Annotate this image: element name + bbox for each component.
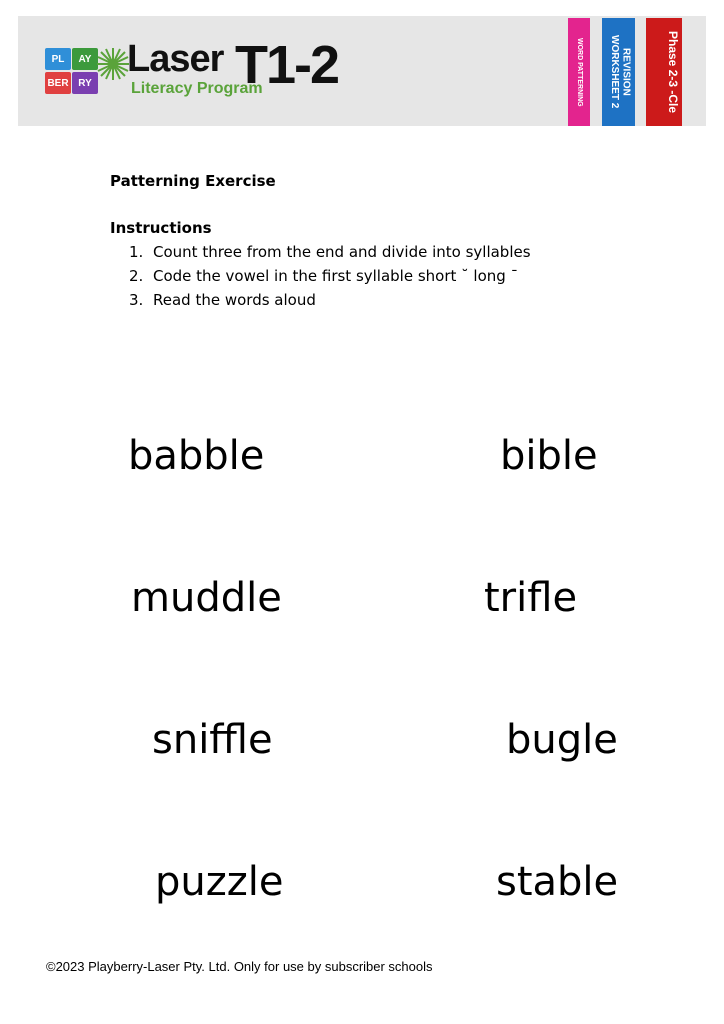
laser-logo bbox=[45, 35, 345, 102]
instructions-heading: Instructions bbox=[110, 219, 212, 237]
tab-revision-label: REVISION WORKSHEET 2 bbox=[609, 35, 632, 109]
instruction-item bbox=[129, 266, 531, 290]
word-muddle: muddle bbox=[131, 575, 282, 621]
tab-phase-label: Phase 2-3 -Cle bbox=[666, 30, 680, 114]
word-sniffle: sniffle bbox=[152, 717, 273, 763]
level-t1-2: T1-2 bbox=[235, 35, 339, 95]
instruction-text: Read the words aloud bbox=[153, 291, 316, 309]
puzzle-piece-ry: RY bbox=[72, 72, 98, 94]
puzzle-piece-ay: AY bbox=[72, 48, 98, 70]
tab-word-patterning-label: WORD PATTERNING bbox=[576, 37, 584, 107]
word-puzzle: puzzle bbox=[155, 859, 284, 905]
word-trifle: trifle bbox=[484, 575, 578, 621]
tab-revision-worksheet bbox=[602, 18, 635, 126]
playberry-puzzle-logo bbox=[45, 48, 101, 98]
word-babble: babble bbox=[128, 433, 265, 479]
instruction-item bbox=[129, 290, 531, 314]
instruction-number: 3. bbox=[129, 291, 144, 309]
puzzle-piece-pl: PL bbox=[45, 48, 71, 70]
word-bible: bible bbox=[500, 433, 598, 479]
tab-phase bbox=[646, 18, 682, 126]
instruction-text: Code the vowel in the first syllable short ˘ long ¯ bbox=[153, 267, 519, 285]
word-stable: stable bbox=[496, 859, 619, 905]
instruction-item bbox=[129, 242, 531, 266]
laser-burst-icon bbox=[95, 46, 131, 82]
puzzle-piece-ber: BER bbox=[45, 72, 71, 94]
tab-word-patterning bbox=[568, 18, 590, 126]
instructions-list bbox=[129, 242, 531, 314]
word-bugle: bugle bbox=[506, 717, 618, 763]
brand-subtitle: Literacy Program bbox=[131, 80, 263, 97]
instruction-text: Count three from the end and divide into syllables bbox=[153, 243, 531, 261]
copyright-footer: ©2023 Playberry-Laser Pty. Ltd. Only for use by subscriber schools bbox=[46, 959, 433, 974]
instruction-number: 2. bbox=[129, 267, 144, 285]
exercise-title: Patterning Exercise bbox=[110, 172, 276, 190]
instruction-number: 1. bbox=[129, 243, 144, 261]
brand-laser: Laser bbox=[127, 38, 224, 80]
